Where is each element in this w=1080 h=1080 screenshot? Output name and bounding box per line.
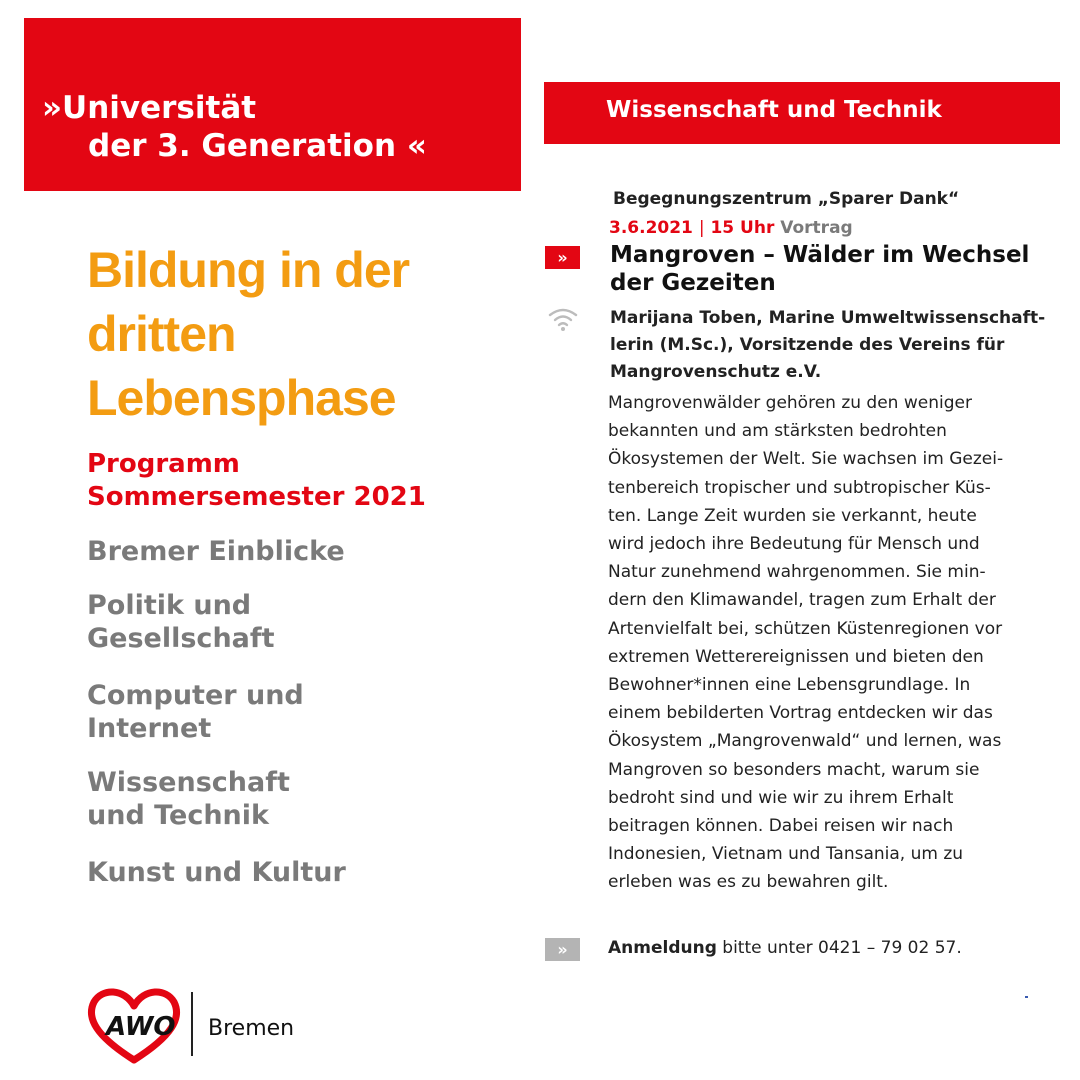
registration-label: Anmeldung <box>608 938 717 958</box>
event-venue: Begegnungszentrum „Sparer Dank“ <box>613 189 960 209</box>
event-date-line <box>609 218 853 238</box>
date-separator: | <box>698 218 705 238</box>
awo-logo <box>84 986 324 1066</box>
chevron-left-icon: « <box>406 128 427 164</box>
category-kunst: Kunst und Kultur <box>87 857 346 888</box>
registration-phone: bitte unter 0421 – 79 02 57. <box>716 938 962 958</box>
event-type: Vortrag <box>780 218 853 238</box>
program-heading: Programm Sommersemester 2021 <box>87 449 426 512</box>
logo-city: Bremen <box>208 1016 295 1041</box>
header-banner-right <box>544 82 1060 144</box>
chevron-right-icon: » <box>42 90 63 126</box>
event-description: Mangrovenwälder gehören zu den weniger bekannten und am stärksten bedrohten Ökosystemen der Welt. Sie wachsen im Gezei- tenbereich tropischer und subtropischer Küs- ten. Lange Zeit wurden sie verkannt, heute wird jedoch ihre Bedeutung für Mensch und Natur zunehmend wahrgenommen. Sie min- dern den Klimawandel, tragen zum Erhalt der Artenvielfalt bei, schützen Küstenregionen vor extremen Wetterereignissen und bieten den Bewohner*innen eine Lebensgrundlage. In einem bebilderten Vortrag entdecken wir das Ökosystem „Mangrovenwald“ und lernen, was Mangroven so besonders macht, warum sie bedroht sind und wie wir zu ihrem Erhalt beitragen können. Dabei reisen wir nach Indonesien, Vietnam und Tansania, um zu erleben was es zu bewahren gilt. <box>608 393 1004 893</box>
chevron-badge-grey-icon: » <box>545 938 580 961</box>
header-banner-left <box>24 18 521 191</box>
registration-info <box>608 938 962 958</box>
event-date: 3.6.2021 <box>609 218 693 238</box>
wifi-icon <box>548 306 578 332</box>
event-speaker: Marijana Toben, Marine Umweltwissenschaft- lerin (M.Sc.), Vorsitzende des Vereins für Mangrovenschutz e.V. <box>610 308 1046 382</box>
event-title: Mangroven – Wälder im Wechsel der Gezeiten <box>610 242 1030 296</box>
event-time: 15 Uhr <box>710 218 775 238</box>
banner-title-line1: »Universität <box>42 90 257 126</box>
category-wissenschaft: Wissenschaft und Technik <box>87 767 290 831</box>
banner-title-line2: der 3. Generation « <box>88 128 427 164</box>
section-title: Wissenschaft und Technik <box>606 97 942 123</box>
logo-divider <box>191 992 193 1056</box>
main-title: Bildung in der dritten Lebensphase <box>87 242 410 426</box>
category-politik: Politik und Gesellschaft <box>87 590 275 654</box>
logo-brand: AWO <box>106 1012 176 1042</box>
chevron-badge-icon: » <box>545 246 580 269</box>
stray-dot <box>1025 996 1028 998</box>
category-bremer-einblicke: Bremer Einblicke <box>87 536 345 567</box>
category-computer: Computer und Internet <box>87 680 304 744</box>
